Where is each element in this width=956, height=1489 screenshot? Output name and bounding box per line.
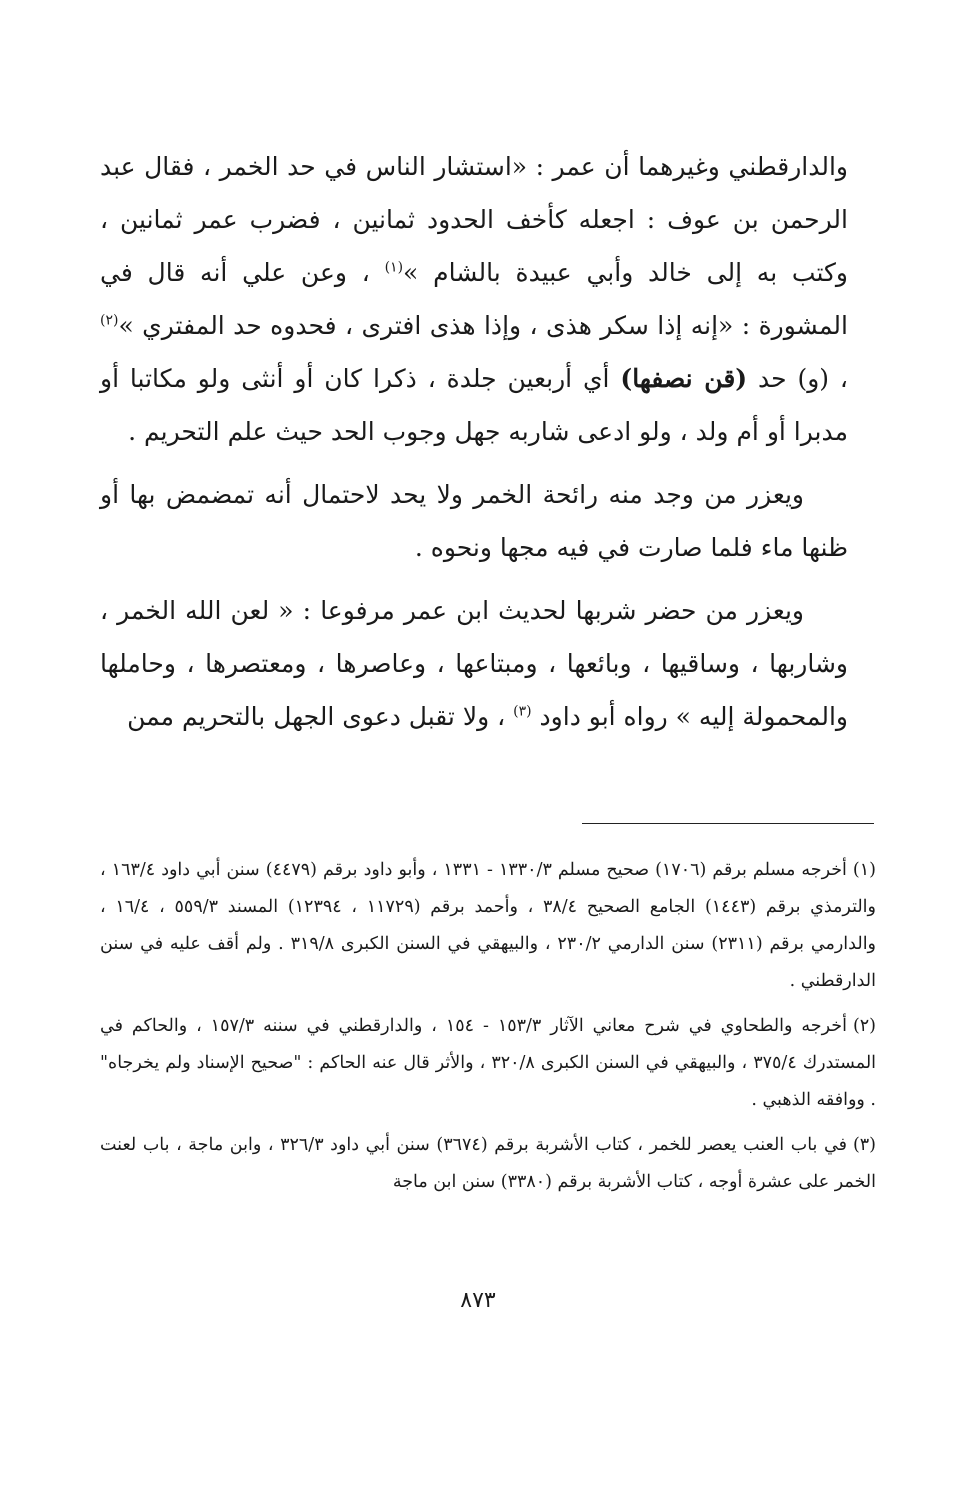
footnote-text-2: أخرجه والطحاوي في شرح معاني الآثار ١٥٣/٣ - ١٥٤ ، والدارقطني في سننه ١٥٧/٣ ، والحاكم في المستدرك ٣٧٥/٤ ، والبيهقي في السنن الكبرى ٣٢٠/٨ ، والأثر قال عنه الحاكم : "صحيح الإسناد ولم يخرجاه" . ووافقه الذهبي . — [100, 1016, 877, 1110]
footnote-number-1: (١) — [852, 860, 876, 880]
footnote-number-2: (٢) — [852, 1016, 876, 1036]
paragraph-1-part-4: أي أربعين جلدة ، ذكرا كان أو أنثى ولو مكاتبا أو مدبرا أو أم ولد ، ولو ادعى شاربه جهل وجوب الحد حيث علم التحريم . — [100, 364, 848, 446]
matn-text: (قن نصفها) — [620, 364, 748, 393]
footnote-number-3: (٣) — [852, 1135, 876, 1155]
page-number: ٨٧٣ — [460, 1288, 496, 1313]
paragraph-1-part-3: ، (و) حد — [747, 364, 848, 393]
footnote-ref-3[interactable]: (٣) — [513, 703, 532, 720]
paragraph-1-part-2: ، وعن علي أنه قال في المشورة : «إنه إذا سكر هذى ، وإذا هذى افترى ، فحدوه حد المفتري » — [100, 258, 848, 340]
paragraph-3 — [100, 584, 848, 743]
paragraph-1-part-1: والدارقطني وغيرهما أن عمر : «استشار الناس في حد الخمر ، فقال عبد الرحمن بن عوف : اجعله كأخف الحدود ثمانين ، فضرب عمر ثمانين ، وكتب به إلى خالد وأبي عبيدة بالشام » — [100, 152, 848, 287]
footnote-3 — [100, 1127, 876, 1201]
footnote-ref-2[interactable]: (٢) — [100, 312, 119, 329]
paragraph-3-part-2: ، ولا تقبل دعوى الجهل بالتحريم ممن — [127, 702, 506, 731]
paragraph-2: ويعزر من وجد منه رائحة الخمر ولا يحد لاحتمال أنه تمضمض بها أو ظنها ماء فلما صارت في فيه مجها ونحوه . — [100, 480, 848, 562]
paragraph-3-part-1: ويعزر من حضر شربها لحديث ابن عمر مرفوعا : « لعن الله الخمر ، وشاربها ، وساقيها ، وبائعها ، ومبتاعها ، وعاصرها ، ومعتصرها ، وحاملها والمحمولة إليه » رواه أبو داود — [100, 596, 848, 731]
main-text — [100, 140, 848, 753]
footnote-separator — [582, 823, 874, 824]
footnote-ref-1[interactable]: (١) — [384, 259, 404, 276]
footnote-text-1: أخرجه مسلم برقم (١٧٠٦) صحيح مسلم ١٣٣٠/٣ - ١٣٣١ ، وأبو داود برقم (٤٤٧٩) سنن أبي داود ١٦٣/٤ ، والترمذي برقم (١٤٤٣) الجامع الصحيح ٣٨/٤ ، وأحمد برقم (١١٧٢٩ ، ١٢٣٩٤) المسند ٥٥٩/٣ ، ١٦/٤ ، والدارمي برقم (٢٣١١) سنن الدارمي ٢٣٠/٢ ، والبيهقي في السنن الكبرى ٣١٩/٨ . ولم أقف عليه في سنن الدارقطني . — [100, 860, 877, 991]
footnote-1 — [100, 852, 876, 1000]
paragraph-1 — [100, 140, 848, 458]
footnote-2 — [100, 1008, 876, 1119]
footnote-text-3: في باب العنب يعصر للخمر ، كتاب الأشربة برقم (٣٦٧٤) سنن أبي داود ٣٢٦/٣ ، وابن ماجة ، باب لعنت الخمر على عشرة أوجه ، كتاب الأشربة برقم (٣٣٨٠) سنن ابن ماجة — [100, 1135, 876, 1192]
footnotes — [100, 852, 876, 1209]
